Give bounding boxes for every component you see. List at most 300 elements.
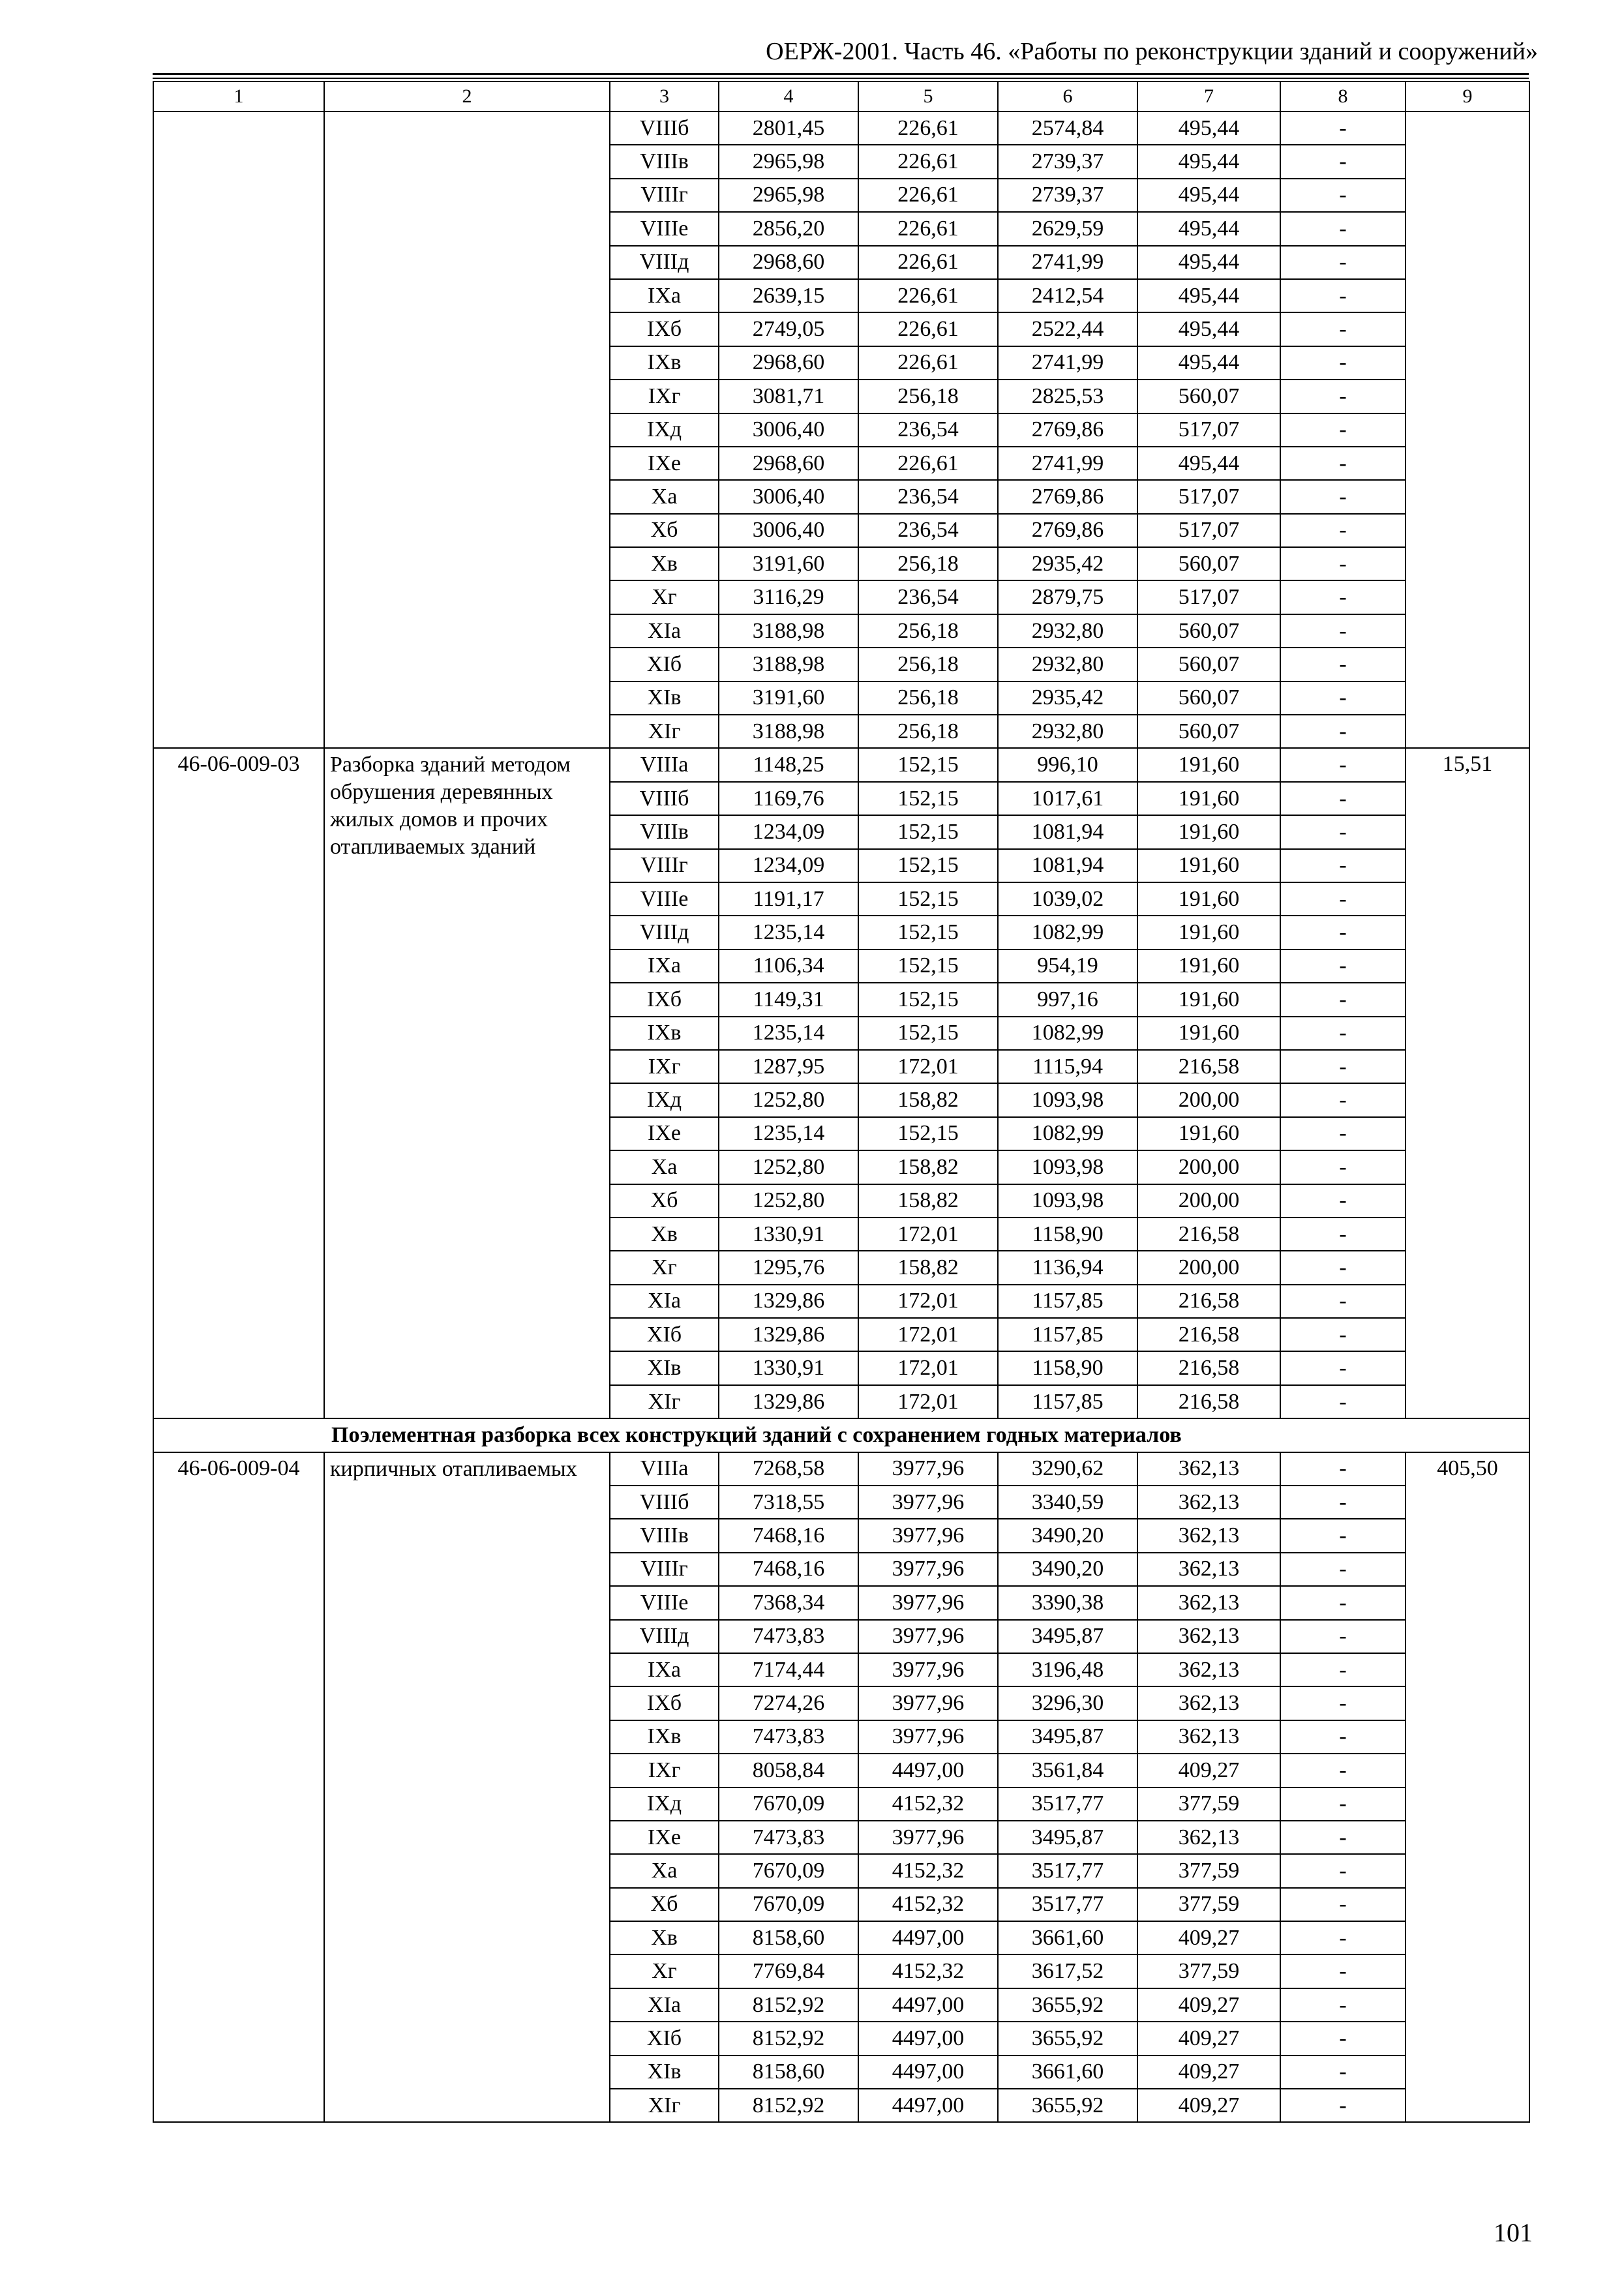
work-name-cell: кирпичных отапливаемых <box>324 1452 610 2123</box>
cost-total-cell: 7268,58 <box>719 1452 858 1486</box>
cost-machinist-wages-cell: 216,58 <box>1137 1050 1280 1083</box>
page-header-title: ОЕРЖ-2001. Часть 46. «Работы по реконструкции зданий и сооружений» <box>766 38 1538 65</box>
category-cell: XIг <box>610 2089 719 2122</box>
cost-machines-cell: 2935,42 <box>998 681 1137 715</box>
materials-cell: - <box>1280 1218 1406 1251</box>
category-cell: Xг <box>610 580 719 614</box>
materials-cell: - <box>1280 681 1406 715</box>
cost-total-cell: 1169,76 <box>719 782 858 815</box>
cost-machinist-wages-cell: 362,13 <box>1137 1586 1280 1619</box>
cost-machinist-wages-cell: 409,27 <box>1137 2022 1280 2055</box>
category-cell: Xб <box>610 1184 719 1218</box>
cost-machinist-wages-cell: 362,13 <box>1137 1620 1280 1653</box>
cost-total-cell: 3188,98 <box>719 715 858 748</box>
cost-machinist-wages-cell: 517,07 <box>1137 514 1280 547</box>
cost-wages-cell: 226,61 <box>858 179 998 212</box>
category-cell: XIв <box>610 2056 719 2089</box>
cost-machines-cell: 2935,42 <box>998 547 1137 580</box>
cost-machines-cell: 3517,77 <box>998 1854 1137 1887</box>
cost-machinist-wages-cell: 560,07 <box>1137 547 1280 580</box>
materials-cell: - <box>1280 312 1406 346</box>
cost-wages-cell: 256,18 <box>858 648 998 681</box>
cost-total-cell: 7670,09 <box>719 1788 858 1821</box>
cost-wages-cell: 226,61 <box>858 212 998 245</box>
category-cell: Xг <box>610 1954 719 1988</box>
column-number-cell: 5 <box>858 82 998 112</box>
cost-wages-cell: 152,15 <box>858 882 998 916</box>
cost-total-cell: 2749,05 <box>719 312 858 346</box>
cost-wages-cell: 3977,96 <box>858 1486 998 1519</box>
cost-total-cell: 7174,44 <box>719 1653 858 1686</box>
cost-total-cell: 7473,83 <box>719 1720 858 1754</box>
cost-machinist-wages-cell: 517,07 <box>1137 413 1280 447</box>
cost-wages-cell: 3977,96 <box>858 1720 998 1754</box>
cost-machinist-wages-cell: 191,60 <box>1137 882 1280 916</box>
cost-machines-cell: 3495,87 <box>998 1720 1137 1754</box>
materials-cell: - <box>1280 1988 1406 2022</box>
materials-cell: - <box>1280 648 1406 681</box>
cost-machines-cell: 2629,59 <box>998 212 1137 245</box>
category-cell: VIIIв <box>610 1519 719 1552</box>
cost-machines-cell: 2769,86 <box>998 480 1137 513</box>
category-cell: IXб <box>610 1686 719 1720</box>
materials-cell: - <box>1280 882 1406 916</box>
category-cell: Xг <box>610 1251 719 1284</box>
materials-cell: - <box>1280 480 1406 513</box>
category-cell: VIIIв <box>610 815 719 848</box>
materials-cell: - <box>1280 1184 1406 1218</box>
category-cell: IXг <box>610 1050 719 1083</box>
cost-total-cell: 2639,15 <box>719 279 858 312</box>
cost-machines-cell: 1093,98 <box>998 1150 1137 1184</box>
cost-wages-cell: 172,01 <box>858 1351 998 1384</box>
cost-wages-cell: 3977,96 <box>858 1553 998 1586</box>
cost-wages-cell: 152,15 <box>858 1017 998 1050</box>
materials-cell: - <box>1280 1150 1406 1184</box>
cost-machines-cell: 3296,30 <box>998 1686 1137 1720</box>
cost-wages-cell: 236,54 <box>858 514 998 547</box>
cost-machinist-wages-cell: 495,44 <box>1137 246 1280 279</box>
cost-total-cell: 1234,09 <box>719 849 858 882</box>
category-cell: VIIIд <box>610 246 719 279</box>
cost-wages-cell: 3977,96 <box>858 1620 998 1653</box>
cost-total-cell: 3188,98 <box>719 648 858 681</box>
category-cell: IXг <box>610 380 719 413</box>
cost-wages-cell: 256,18 <box>858 681 998 715</box>
materials-cell: - <box>1280 2022 1406 2055</box>
materials-cell: - <box>1280 346 1406 380</box>
cost-total-cell: 1106,34 <box>719 950 858 983</box>
cost-machinist-wages-cell: 560,07 <box>1137 380 1280 413</box>
category-cell: XIб <box>610 1318 719 1351</box>
cost-machinist-wages-cell: 362,13 <box>1137 1653 1280 1686</box>
materials-cell: - <box>1280 1620 1406 1653</box>
cost-wages-cell: 152,15 <box>858 782 998 815</box>
cost-machinist-wages-cell: 362,13 <box>1137 1553 1280 1586</box>
cost-wages-cell: 4497,00 <box>858 2089 998 2122</box>
cost-machines-cell: 1157,85 <box>998 1318 1137 1351</box>
cost-total-cell: 1234,09 <box>719 815 858 848</box>
category-cell: Xв <box>610 1218 719 1251</box>
materials-cell: - <box>1280 748 1406 781</box>
category-cell: VIIIб <box>610 782 719 815</box>
cost-machines-cell: 1158,90 <box>998 1351 1137 1384</box>
materials-cell: - <box>1280 1017 1406 1050</box>
rates-table-body <box>153 82 1529 2122</box>
materials-cell: - <box>1280 1385 1406 1418</box>
cost-machinist-wages-cell: 409,27 <box>1137 1921 1280 1954</box>
cost-machinist-wages-cell: 191,60 <box>1137 1117 1280 1150</box>
cost-machinist-wages-cell: 362,13 <box>1137 1720 1280 1754</box>
cost-wages-cell: 152,15 <box>858 916 998 949</box>
column-number-cell: 9 <box>1406 82 1529 112</box>
cost-total-cell: 2965,98 <box>719 145 858 178</box>
cost-wages-cell: 158,82 <box>858 1251 998 1284</box>
cost-total-cell: 3006,40 <box>719 514 858 547</box>
cost-total-cell: 1330,91 <box>719 1351 858 1384</box>
cost-wages-cell: 226,61 <box>858 447 998 480</box>
rates-table <box>153 81 1530 2123</box>
category-cell: VIIIе <box>610 212 719 245</box>
category-cell: VIIIд <box>610 1620 719 1653</box>
rate-code-cell: 46-06-009-03 <box>153 748 324 1418</box>
category-cell: XIа <box>610 1285 719 1318</box>
cost-machines-cell: 3290,62 <box>998 1452 1137 1486</box>
page-number: 101 <box>1494 2218 1533 2247</box>
materials-cell: - <box>1280 1821 1406 1854</box>
materials-cell: - <box>1280 1452 1406 1486</box>
cost-machinist-wages-cell: 362,13 <box>1137 1519 1280 1552</box>
cost-machinist-wages-cell: 362,13 <box>1137 1486 1280 1519</box>
cost-machines-cell: 2739,37 <box>998 179 1137 212</box>
materials-cell: - <box>1280 950 1406 983</box>
cost-wages-cell: 152,15 <box>858 748 998 781</box>
cost-wages-cell: 256,18 <box>858 715 998 748</box>
materials-cell: - <box>1280 1653 1406 1686</box>
cost-machinist-wages-cell: 495,44 <box>1137 279 1280 312</box>
cost-machines-cell: 3490,20 <box>998 1553 1137 1586</box>
header-rule-thick <box>153 73 1529 75</box>
cost-machinist-wages-cell: 377,59 <box>1137 1788 1280 1821</box>
category-cell: Xа <box>610 480 719 513</box>
table-row <box>153 1452 1529 1486</box>
cost-wages-cell: 256,18 <box>858 614 998 648</box>
cost-machinist-wages-cell: 377,59 <box>1137 1954 1280 1988</box>
category-cell: Xв <box>610 547 719 580</box>
materials-cell: - <box>1280 1921 1406 1954</box>
cost-machines-cell: 2769,86 <box>998 413 1137 447</box>
materials-cell: - <box>1280 916 1406 949</box>
cost-wages-cell: 4497,00 <box>858 2022 998 2055</box>
cost-wages-cell: 158,82 <box>858 1184 998 1218</box>
cost-wages-cell: 4497,00 <box>858 2056 998 2089</box>
cost-machines-cell: 3561,84 <box>998 1754 1137 1787</box>
materials-cell: - <box>1280 112 1406 145</box>
cost-machines-cell: 2932,80 <box>998 715 1137 748</box>
cost-total-cell: 3006,40 <box>719 413 858 447</box>
cost-machines-cell: 2574,84 <box>998 112 1137 145</box>
cost-total-cell: 3116,29 <box>719 580 858 614</box>
cost-machines-cell: 2825,53 <box>998 380 1137 413</box>
cost-machines-cell: 3655,92 <box>998 2089 1137 2122</box>
category-cell: IXд <box>610 413 719 447</box>
cost-total-cell: 7670,09 <box>719 1888 858 1921</box>
column-number-cell: 7 <box>1137 82 1280 112</box>
materials-cell: - <box>1280 145 1406 178</box>
cost-machines-cell: 1081,94 <box>998 849 1137 882</box>
cost-machines-cell: 2741,99 <box>998 246 1137 279</box>
cost-machines-cell: 1081,94 <box>998 815 1137 848</box>
cost-total-cell: 1252,80 <box>719 1184 858 1218</box>
cost-total-cell: 7368,34 <box>719 1586 858 1619</box>
cost-total-cell: 8158,60 <box>719 2056 858 2089</box>
cost-machinist-wages-cell: 560,07 <box>1137 648 1280 681</box>
cost-machines-cell: 1039,02 <box>998 882 1137 916</box>
category-cell: IXе <box>610 1117 719 1150</box>
cost-total-cell: 2801,45 <box>719 112 858 145</box>
cost-wages-cell: 152,15 <box>858 950 998 983</box>
category-cell: Xа <box>610 1854 719 1887</box>
cost-machines-cell: 3490,20 <box>998 1519 1137 1552</box>
cost-machines-cell: 1136,94 <box>998 1251 1137 1284</box>
cost-total-cell: 1295,76 <box>719 1251 858 1284</box>
cost-wages-cell: 226,61 <box>858 279 998 312</box>
cost-machines-cell: 2741,99 <box>998 447 1137 480</box>
category-cell: IXе <box>610 1821 719 1854</box>
materials-cell: - <box>1280 1285 1406 1318</box>
cost-wages-cell: 226,61 <box>858 312 998 346</box>
category-cell: VIIIв <box>610 145 719 178</box>
category-cell: IXб <box>610 983 719 1016</box>
materials-cell: - <box>1280 1788 1406 1821</box>
cost-machinist-wages-cell: 191,60 <box>1137 983 1280 1016</box>
cost-machines-cell: 3661,60 <box>998 1921 1137 1954</box>
category-cell: IXг <box>610 1754 719 1787</box>
materials-cell: - <box>1280 1251 1406 1284</box>
category-cell: VIIIб <box>610 112 719 145</box>
cost-total-cell: 2965,98 <box>719 179 858 212</box>
category-cell: XIа <box>610 1988 719 2022</box>
materials-cell: - <box>1280 849 1406 882</box>
cost-machinist-wages-cell: 191,60 <box>1137 916 1280 949</box>
category-cell: IXе <box>610 447 719 480</box>
cost-wages-cell: 158,82 <box>858 1083 998 1116</box>
table-row <box>153 748 1529 781</box>
cost-wages-cell: 152,15 <box>858 815 998 848</box>
cost-machines-cell: 1082,99 <box>998 1117 1137 1150</box>
cost-machines-cell: 3617,52 <box>998 1954 1137 1988</box>
cost-machinist-wages-cell: 191,60 <box>1137 950 1280 983</box>
cost-machinist-wages-cell: 517,07 <box>1137 580 1280 614</box>
cost-machines-cell: 1157,85 <box>998 1385 1137 1418</box>
work-name-cell: Разборка зданий методом обрушения деревянных жилых домов и прочих отапливаемых зданий <box>324 748 610 1418</box>
category-cell: XIб <box>610 2022 719 2055</box>
cost-total-cell: 3188,98 <box>719 614 858 648</box>
cost-machines-cell: 1082,99 <box>998 1017 1137 1050</box>
cost-machines-cell: 1158,90 <box>998 1218 1137 1251</box>
cost-total-cell: 8058,84 <box>719 1754 858 1787</box>
cost-total-cell: 7473,83 <box>719 1620 858 1653</box>
materials-cell: - <box>1280 447 1406 480</box>
category-cell: XIв <box>610 681 719 715</box>
cost-wages-cell: 3977,96 <box>858 1452 998 1486</box>
column-number-cell: 1 <box>153 82 324 112</box>
cost-total-cell: 7318,55 <box>719 1486 858 1519</box>
extra-value-cell: 15,51 <box>1406 748 1529 1418</box>
category-cell: IXа <box>610 1653 719 1686</box>
cost-wages-cell: 226,61 <box>858 145 998 178</box>
cost-total-cell: 1330,91 <box>719 1218 858 1251</box>
cost-machines-cell: 2522,44 <box>998 312 1137 346</box>
cost-machinist-wages-cell: 191,60 <box>1137 782 1280 815</box>
category-cell: VIIIе <box>610 1586 719 1619</box>
cost-total-cell: 7274,26 <box>719 1686 858 1720</box>
category-cell: VIIIе <box>610 882 719 916</box>
cost-wages-cell: 236,54 <box>858 480 998 513</box>
cost-machines-cell: 1093,98 <box>998 1083 1137 1116</box>
cost-wages-cell: 3977,96 <box>858 1586 998 1619</box>
cost-wages-cell: 3977,96 <box>858 1686 998 1720</box>
cost-wages-cell: 172,01 <box>858 1218 998 1251</box>
category-cell: XIг <box>610 1385 719 1418</box>
cost-machinist-wages-cell: 409,27 <box>1137 2056 1280 2089</box>
cost-machines-cell: 3390,38 <box>998 1586 1137 1619</box>
category-cell: IXв <box>610 1017 719 1050</box>
cost-machinist-wages-cell: 409,27 <box>1137 1988 1280 2022</box>
cost-wages-cell: 158,82 <box>858 1150 998 1184</box>
cost-machinist-wages-cell: 409,27 <box>1137 1754 1280 1787</box>
cost-wages-cell: 172,01 <box>858 1285 998 1318</box>
materials-cell: - <box>1280 782 1406 815</box>
cost-total-cell: 7769,84 <box>719 1954 858 1988</box>
materials-cell: - <box>1280 547 1406 580</box>
materials-cell: - <box>1280 1553 1406 1586</box>
cost-total-cell: 2856,20 <box>719 212 858 245</box>
cost-machines-cell: 3655,92 <box>998 1988 1137 2022</box>
cost-total-cell: 1252,80 <box>719 1083 858 1116</box>
cost-total-cell: 7670,09 <box>719 1854 858 1887</box>
cost-machinist-wages-cell: 495,44 <box>1137 312 1280 346</box>
materials-cell: - <box>1280 1083 1406 1116</box>
materials-cell: - <box>1280 279 1406 312</box>
section-header-row <box>153 1418 1529 1452</box>
cost-wages-cell: 172,01 <box>858 1318 998 1351</box>
cost-machines-cell: 3661,60 <box>998 2056 1137 2089</box>
cost-machines-cell: 3517,77 <box>998 1788 1137 1821</box>
cost-machinist-wages-cell: 495,44 <box>1137 212 1280 245</box>
category-cell: VIIIг <box>610 1553 719 1586</box>
cost-total-cell: 3191,60 <box>719 547 858 580</box>
cost-wages-cell: 4152,32 <box>858 1788 998 1821</box>
cost-machinist-wages-cell: 216,58 <box>1137 1351 1280 1384</box>
cost-machines-cell: 2879,75 <box>998 580 1137 614</box>
cost-total-cell: 8152,92 <box>719 2022 858 2055</box>
category-cell: IXв <box>610 346 719 380</box>
cost-machinist-wages-cell: 216,58 <box>1137 1385 1280 1418</box>
materials-cell: - <box>1280 1586 1406 1619</box>
cost-wages-cell: 172,01 <box>858 1385 998 1418</box>
category-cell: IXа <box>610 950 719 983</box>
cost-machinist-wages-cell: 517,07 <box>1137 480 1280 513</box>
category-cell: Xб <box>610 514 719 547</box>
materials-cell: - <box>1280 1351 1406 1384</box>
cost-total-cell: 1235,14 <box>719 916 858 949</box>
materials-cell: - <box>1280 715 1406 748</box>
cost-total-cell: 1287,95 <box>719 1050 858 1083</box>
cost-total-cell: 1252,80 <box>719 1150 858 1184</box>
cost-machinist-wages-cell: 495,44 <box>1137 112 1280 145</box>
cost-machinist-wages-cell: 495,44 <box>1137 447 1280 480</box>
cost-machines-cell: 1093,98 <box>998 1184 1137 1218</box>
cost-total-cell: 2968,60 <box>719 447 858 480</box>
cost-wages-cell: 172,01 <box>858 1050 998 1083</box>
cost-machines-cell: 1017,61 <box>998 782 1137 815</box>
section-title: Поэлементная разборка всех конструкций зданий с сохранением годных материалов <box>153 1418 1529 1452</box>
category-cell: XIв <box>610 1351 719 1384</box>
category-cell: IXд <box>610 1788 719 1821</box>
materials-cell: - <box>1280 1754 1406 1787</box>
rate-code-cell <box>153 112 324 748</box>
cost-machinist-wages-cell: 560,07 <box>1137 681 1280 715</box>
cost-machines-cell: 1115,94 <box>998 1050 1137 1083</box>
cost-wages-cell: 236,54 <box>858 580 998 614</box>
materials-cell: - <box>1280 1686 1406 1720</box>
cost-total-cell: 3191,60 <box>719 681 858 715</box>
cost-machinist-wages-cell: 362,13 <box>1137 1821 1280 1854</box>
cost-total-cell: 7473,83 <box>719 1821 858 1854</box>
cost-machinist-wages-cell: 200,00 <box>1137 1150 1280 1184</box>
column-number-cell: 4 <box>719 82 858 112</box>
category-cell: VIIIг <box>610 179 719 212</box>
cost-machinist-wages-cell: 216,58 <box>1137 1318 1280 1351</box>
category-cell: IXб <box>610 312 719 346</box>
materials-cell: - <box>1280 413 1406 447</box>
cost-machines-cell: 2932,80 <box>998 614 1137 648</box>
category-cell: IXд <box>610 1083 719 1116</box>
cost-machinist-wages-cell: 200,00 <box>1137 1083 1280 1116</box>
materials-cell: - <box>1280 212 1406 245</box>
column-number-cell: 6 <box>998 82 1137 112</box>
materials-cell: - <box>1280 1519 1406 1552</box>
category-cell: VIIIб <box>610 1486 719 1519</box>
cost-machines-cell: 3340,59 <box>998 1486 1137 1519</box>
cost-total-cell: 1191,17 <box>719 882 858 916</box>
cost-machinist-wages-cell: 191,60 <box>1137 1017 1280 1050</box>
cost-wages-cell: 4152,32 <box>858 1954 998 1988</box>
cost-total-cell: 2968,60 <box>719 346 858 380</box>
materials-cell: - <box>1280 983 1406 1016</box>
category-cell: Xв <box>610 1921 719 1954</box>
cost-machines-cell: 2739,37 <box>998 145 1137 178</box>
materials-cell: - <box>1280 179 1406 212</box>
category-cell: Xб <box>610 1888 719 1921</box>
cost-machinist-wages-cell: 560,07 <box>1137 614 1280 648</box>
category-cell: IXа <box>610 279 719 312</box>
cost-wages-cell: 226,61 <box>858 112 998 145</box>
cost-machines-cell: 3196,48 <box>998 1653 1137 1686</box>
materials-cell: - <box>1280 1854 1406 1887</box>
cost-machines-cell: 2769,86 <box>998 514 1137 547</box>
materials-cell: - <box>1280 1486 1406 1519</box>
cost-machines-cell: 3517,77 <box>998 1888 1137 1921</box>
materials-cell: - <box>1280 1888 1406 1921</box>
cost-machines-cell: 954,19 <box>998 950 1137 983</box>
materials-cell: - <box>1280 1954 1406 1988</box>
cost-machinist-wages-cell: 362,13 <box>1137 1686 1280 1720</box>
cost-machines-cell: 1157,85 <box>998 1285 1137 1318</box>
category-cell: XIа <box>610 614 719 648</box>
cost-machinist-wages-cell: 377,59 <box>1137 1854 1280 1887</box>
